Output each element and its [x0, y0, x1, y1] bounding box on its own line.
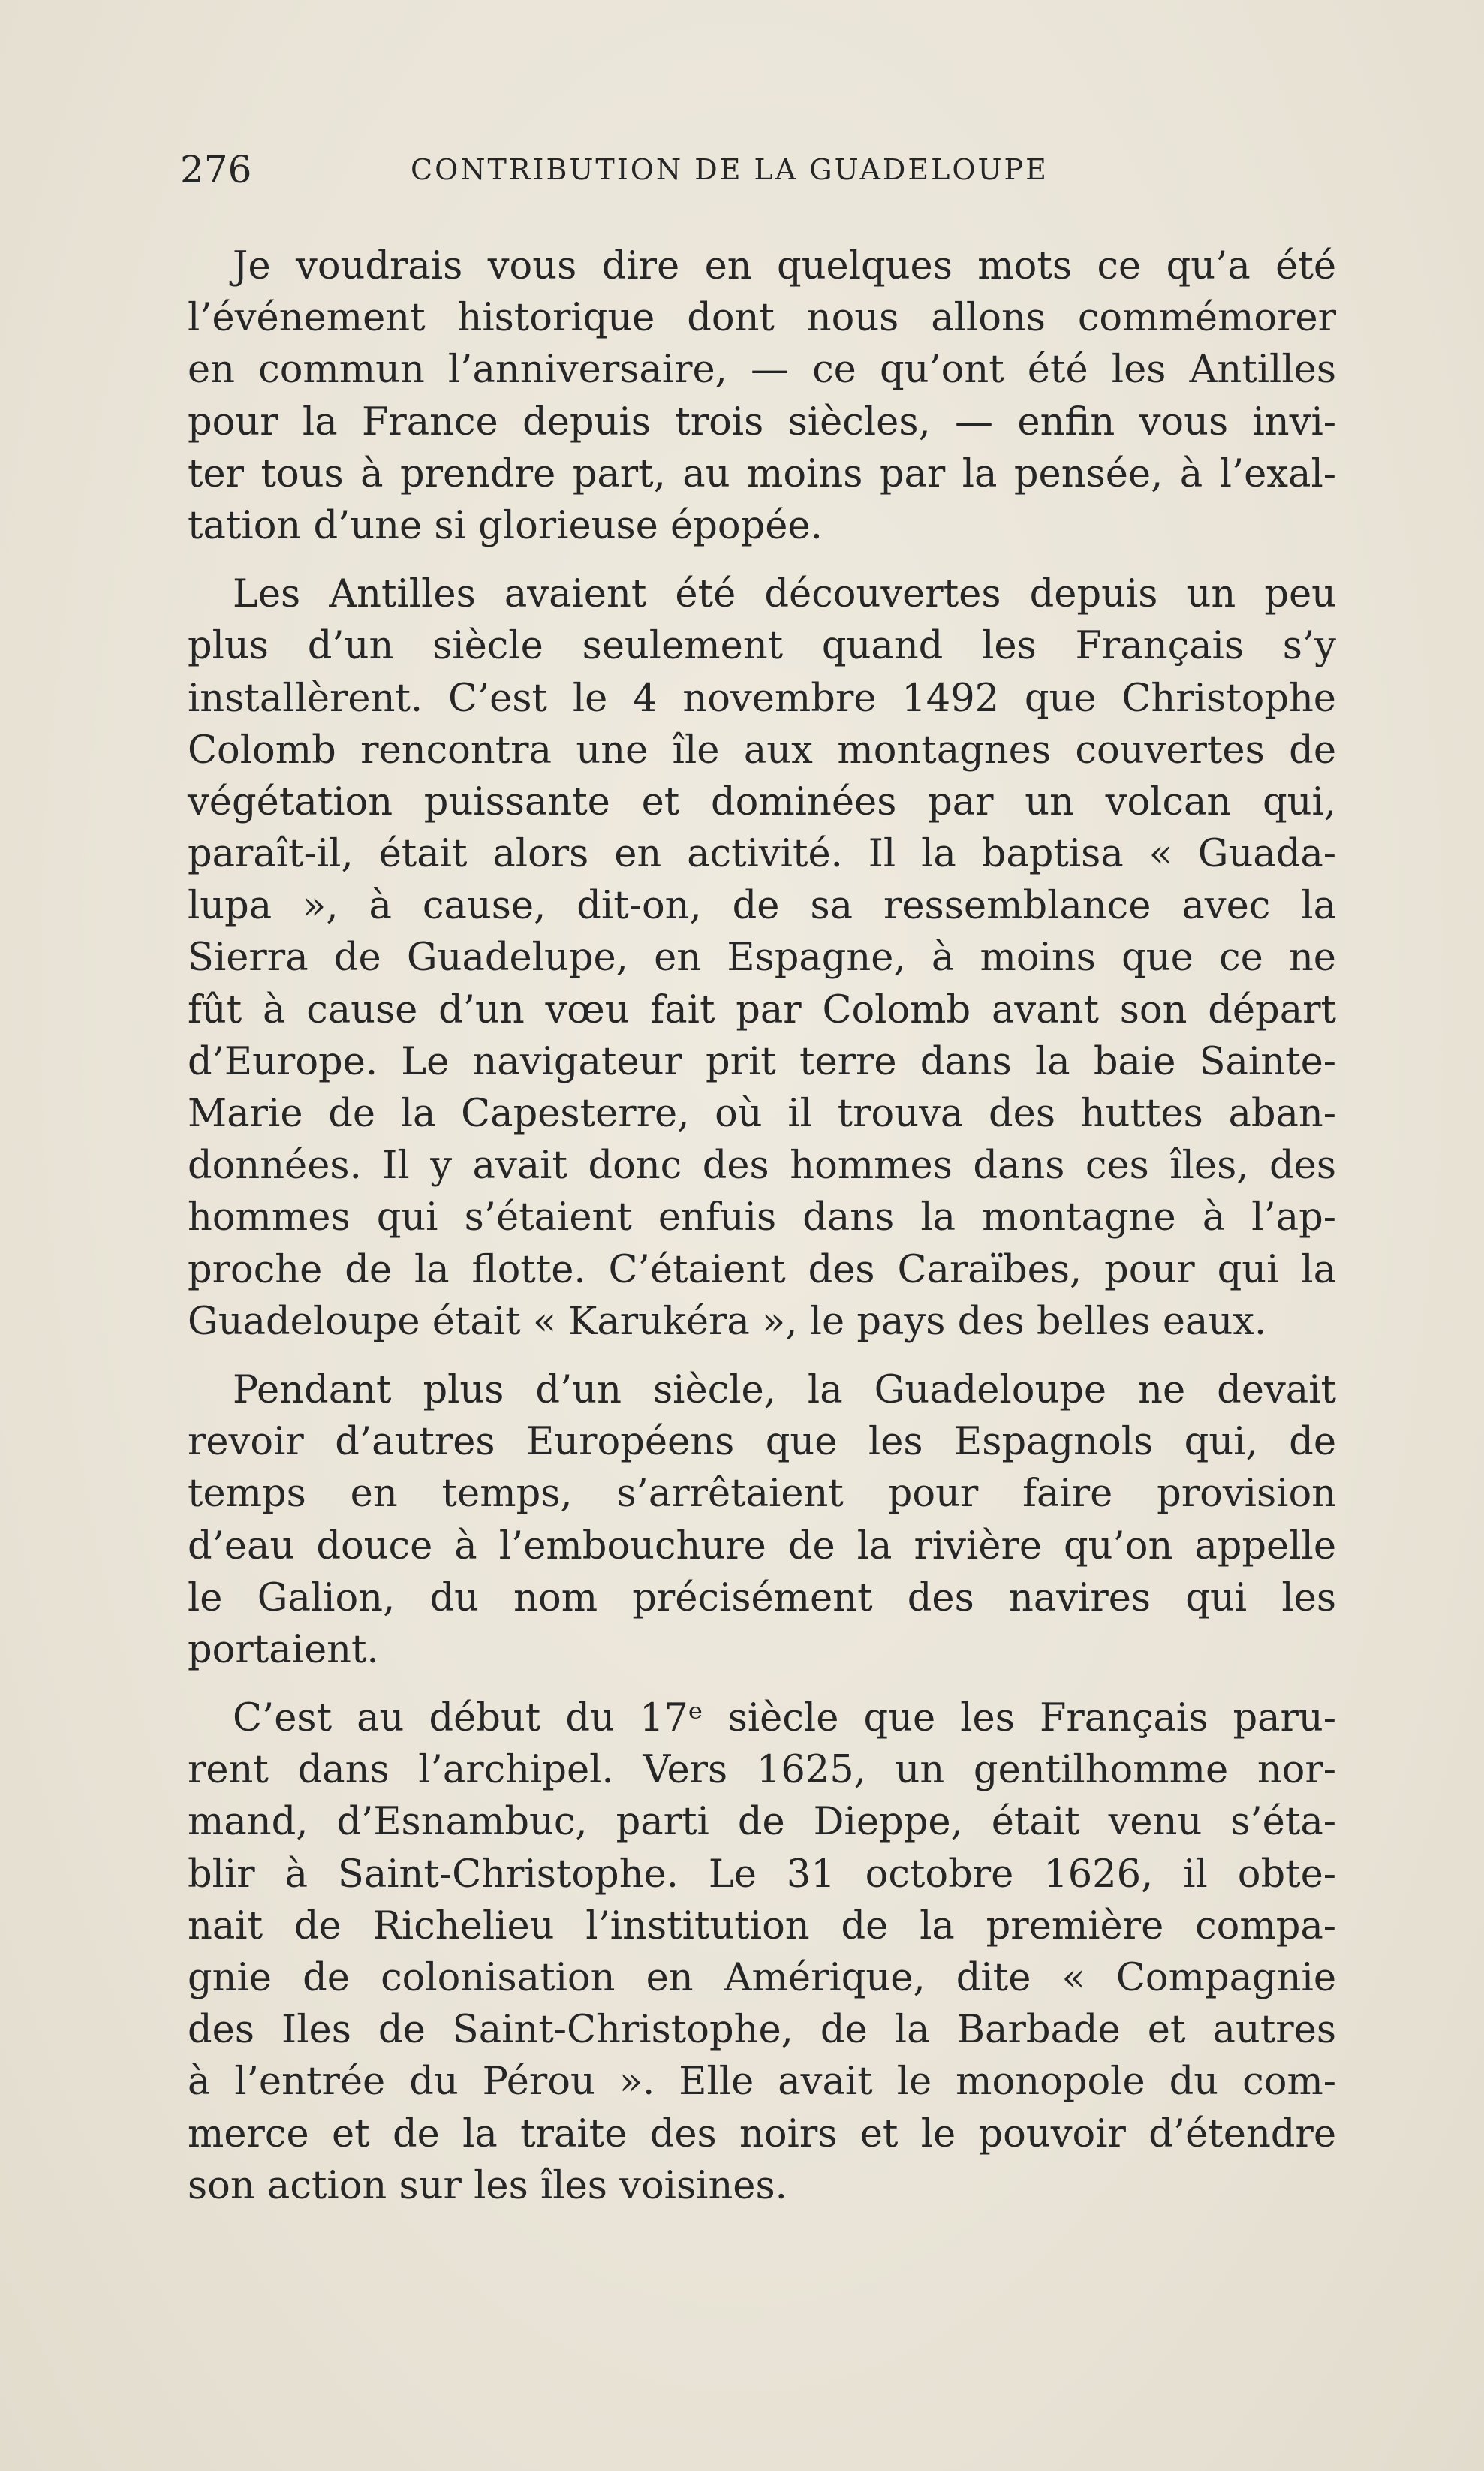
text-line: revoir d’autres Européens que les Espagnols qui, de [188, 1420, 1336, 1465]
text-line: en commun l’anniversaire, — ce qu’ont été les Antilles [188, 348, 1336, 393]
text-line: d’eau douce à l’embouchure de la rivière qu’on appelle [188, 1523, 1336, 1568]
text-line: le Galion, du nom précisément des navires qui les [188, 1575, 1336, 1620]
text-line: son action sur les îles voisines. [188, 2163, 787, 2208]
text-line: gnie de colonisation en Amérique, dite « Compagnie [188, 1956, 1336, 2000]
text-line: temps en temps, s’arrêtaient pour faire provision [188, 1472, 1336, 1517]
text-line: rent dans l’archipel. Vers 1625, un gentilhomme nor- [188, 1748, 1336, 1793]
page-header [180, 140, 1336, 200]
paragraph [188, 240, 1336, 552]
text-line: à l’entrée du Pérou ». Elle avait le monopole du com- [188, 2060, 1336, 2105]
paragraph [188, 568, 1336, 1348]
text-line: ter tous à prendre part, au moins par la pensée, à l’exal- [188, 451, 1336, 496]
text-line: C’est au début du 17ᵉ siècle que les Français paru- [233, 1696, 1336, 1741]
text-line: Les Antilles avaient été découvertes depuis un peu [233, 572, 1336, 617]
text-line: fût à cause d’un vœu fait par Colomb avant son départ [188, 987, 1336, 1032]
body-text [188, 240, 1336, 2212]
text-line: Pendant plus d’un siècle, la Guadeloupe ne devait [233, 1367, 1336, 1412]
text-line: Guadeloupe était « Karukéra », le pays des belles eaux. [188, 1299, 1267, 1344]
text-line: données. Il y avait donc des hommes dans ces îles, des [188, 1144, 1336, 1189]
running-head: CONTRIBUTION DE LA GUADELOUPE [411, 153, 1049, 186]
text-line: lupa », à cause, dit-on, de sa ressemblance avec la [188, 884, 1336, 929]
paragraph [188, 1692, 1336, 2212]
text-line: portaient. [188, 1627, 379, 1672]
text-line: merce et de la traite des noirs et le pouvoir d’étendre [188, 2111, 1336, 2156]
text-line: nait de Richelieu l’institution de la première compa- [188, 1903, 1336, 1948]
text-line: pour la France depuis trois siècles, — enfin vous invi- [188, 399, 1336, 444]
text-line: plus d’un siècle seulement quand les Français s’y [188, 624, 1336, 669]
text-line: Je voudrais vous dire en quelques mots ce qu’a été [233, 244, 1336, 288]
text-line: proche de la flotte. C’étaient des Caraïbes, pour qui la [188, 1247, 1336, 1292]
text-line: mand, d’Esnambuc, parti de Dieppe, était venu s’éta- [188, 1800, 1336, 1845]
paragraph [188, 1364, 1336, 1676]
text-line: Colomb rencontra une île aux montagnes couvertes de [188, 728, 1336, 773]
text-line: installèrent. C’est le 4 novembre 1492 que Christophe [188, 676, 1336, 721]
text-line: d’Europe. Le navigateur prit terre dans la baie Sainte- [188, 1039, 1336, 1084]
text-line: l’événement historique dont nous allons commémorer [188, 296, 1336, 341]
page-number: 276 [180, 148, 252, 191]
text-line: Marie de la Capesterre, où il trouva des huttes aban- [188, 1092, 1336, 1136]
text-line: blir à Saint-Christophe. Le 31 octobre 1626, il obte- [188, 1852, 1336, 1897]
text-line: tation d’une si glorieuse épopée. [188, 503, 823, 548]
text-line: Sierra de Guadelupe, en Espagne, à moins que ce ne [188, 936, 1336, 981]
text-line: hommes qui s’étaient enfuis dans la montagne à l’ap- [188, 1195, 1336, 1240]
text-line: des Iles de Saint-Christophe, de la Barbade et autres [188, 2008, 1336, 2053]
text-line: végétation puissante et dominées par un volcan qui, [188, 779, 1336, 824]
text-line: paraît-il, était alors en activité. Il la baptisa « Guada- [188, 832, 1336, 877]
